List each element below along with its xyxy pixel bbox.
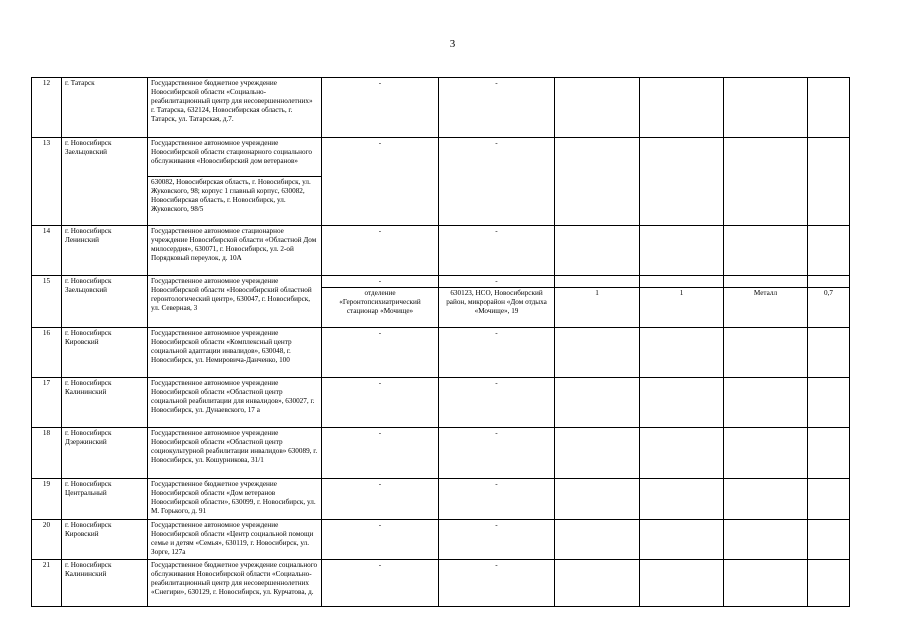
col5-cell: - [439,138,555,226]
col4-cell: - [322,520,439,560]
institution-cell: Государственное автономное учреждение Новосибирской области стационарного социального обслуживания «Новосибирский дом ветеранов» [148,138,322,177]
district-cell: г. Новосибирск Кировский [62,328,148,378]
table-row [32,276,850,288]
institution-cell: Государственное автономное учреждение Новосибирской области «Центр социальной помощи семье и детям «Семья», 630119, г. Новосибирск, ул. Зорге, 127а [148,520,322,560]
district-cell: г. Новосибирск Дзержинский [62,428,148,479]
table-row [32,378,850,428]
col5-cell: - [439,78,555,138]
data-table [31,77,850,607]
row-number: 15 [32,276,62,328]
col5-cell: - [439,520,555,560]
col5-cell: - [439,226,555,276]
col4-cell: - [322,328,439,378]
col5-cell: - [439,328,555,378]
col4-cell: - [322,479,439,520]
institution-cell: Государственное бюджетное учреждение Новосибирской области «Социально-реабилитационный центр для несовершеннолетних» г. Татарска, 632124, Новосибирская область, г. Татарск, ул. Татарская, д.7. [148,78,322,138]
district-cell: г. Новосибирск Заельцовский [62,138,148,226]
col4-cell: - [322,78,439,138]
count-cell-b: 1 [640,288,724,328]
row-number: 18 [32,428,62,479]
row-number: 12 [32,78,62,138]
district-cell: г. Татарск [62,78,148,138]
institution-cell: Государственное автономное учреждение Новосибирской области «Комплексный центр социальной адаптации инвалидов», 630048, г. Новосибирск, ул. Немировича-Данченко, 100 [148,328,322,378]
col5-cell: - [439,560,555,607]
col4-cell: - [322,138,439,226]
district-cell: г. Новосибирск Ленинский [62,226,148,276]
col5-cell: - [439,378,555,428]
district-cell: г. Новосибирск Калининский [62,560,148,607]
material-cell: Металл [724,288,808,328]
department-cell: отделение «Геронтопсихиатрический стационар «Мочище» [322,288,439,328]
district-cell: г. Новосибирск Калининский [62,378,148,428]
institution-cell: Государственное бюджетное учреждение Новосибирской области «Дом ветеранов Новосибирской области», 630099, г. Новосибирск, ул. М. Горького, д. 91 [148,479,322,520]
district-cell: г. Новосибирск Кировский [62,520,148,560]
col4-cell: - [322,560,439,607]
col5-cell: - [439,479,555,520]
table-row [32,520,850,560]
col5-cell: - [439,428,555,479]
col4-cell: - [322,428,439,479]
department-address-cell: 630123, НСО, Новосибирский район, микрорайон «Дом отдыха «Мочище», 19 [439,288,555,328]
institution-cell: Государственное автономное учреждение Новосибирской области «Областной центр социальной реабилитации для инвалидов», 630027, г. Новосибирск, ул. Дунаевского, 17 а [148,378,322,428]
row-number: 20 [32,520,62,560]
row-number: 21 [32,560,62,607]
table-row [32,138,850,177]
table-row [32,560,850,607]
institution-address-cell: 630082, Новосибирская область, г. Новосибирск, ул. Жуковского, 98; корпус 1 главный корпус, 630082, Новосибирская область, г. Новосибирск, ул. Жуковского, 98/5 [148,177,322,226]
institution-cell: Государственное бюджетное учреждение социального обслуживания Новосибирской области «Социально-реабилитационный центр для несовершеннолетних «Снегири», 630129, г. Новосибирск, ул. Курчатова, д. [148,560,322,607]
page-number: 3 [449,38,456,50]
district-cell: г. Новосибирск Центральный [62,479,148,520]
table-row [32,226,850,276]
table-row [32,428,850,479]
col4-cell: - [322,276,439,288]
table-row [32,328,850,378]
institution-cell: Государственное автономное учреждение Новосибирской области «Областной центр социокультурной реабилитации инвалидов» 630089, г. Новосибирск, ул. Кошурникова, 31/1 [148,428,322,479]
row-number: 19 [32,479,62,520]
table-row [32,78,850,138]
district-cell: г. Новосибирск Заельцовский [62,276,148,328]
row-number: 17 [32,378,62,428]
institution-cell: Государственное автономное учреждение Новосибирской области «Новосибирский областной геронтологический центр», 630047, г. Новосибирск, ул. Северная, 3 [148,276,322,328]
volume-cell: 0,7 [808,288,850,328]
col5-cell: - [439,276,555,288]
row-number: 13 [32,138,62,226]
col4-cell: - [322,378,439,428]
institution-cell: Государственное автономное стационарное учреждение Новосибирской области «Областной Дом милосердия», 630071, г. Новосибирск, ул. 2-ой Порядковый переулок, д. 10А [148,226,322,276]
count-cell-a: 1 [555,288,640,328]
row-number: 16 [32,328,62,378]
col4-cell: - [322,226,439,276]
table-row [32,479,850,520]
row-number: 14 [32,226,62,276]
